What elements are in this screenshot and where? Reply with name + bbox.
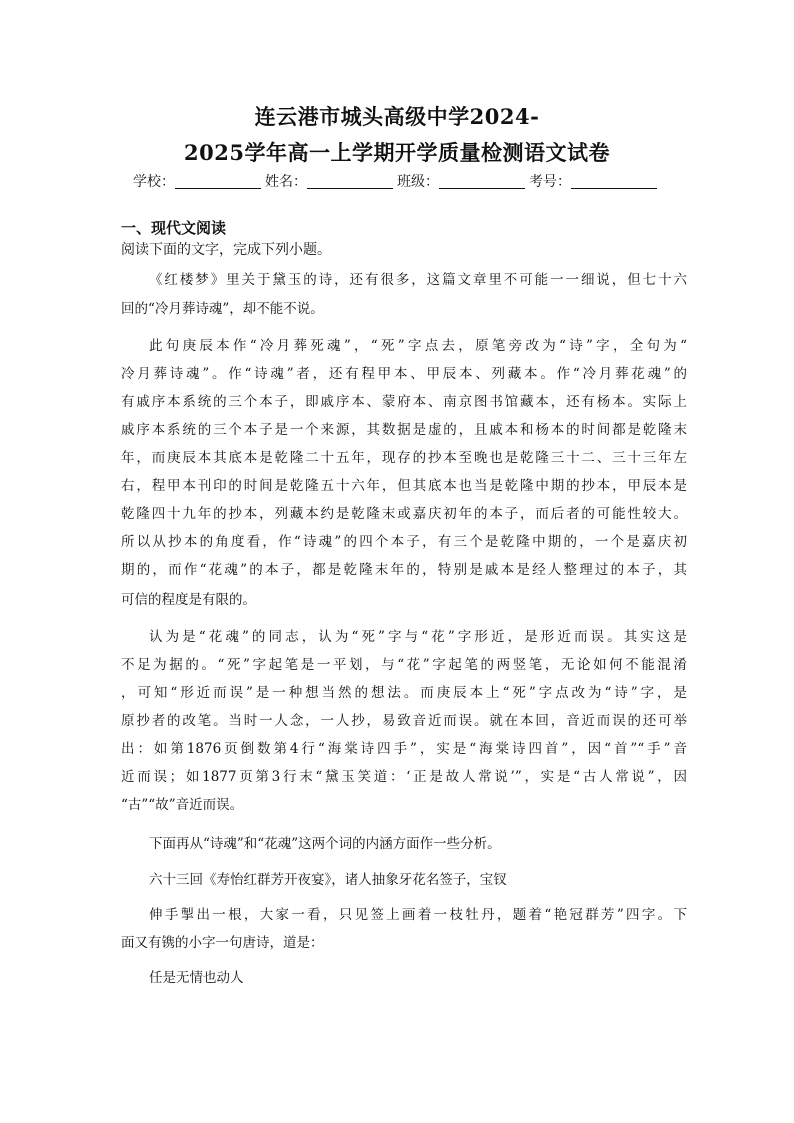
passage-line: 《红楼梦》里关于黛玉的诗，还有很多，这篇文章里不可能一一细说，但七十六 xyxy=(149,272,687,288)
passage-line: 伸手掣出一根，大家一看，只见签上画着一枝牡丹，题着“艳冠群芳”四字。下 xyxy=(149,907,687,923)
passage-line: 回的“冷月葬诗魂”，却不能不说。 xyxy=(121,301,324,317)
passage-line: 所以从抄本的角度看，作“诗魂”的四个本子，有三个是乾隆中期的，一个是嘉庆初 xyxy=(121,534,687,550)
class-blank xyxy=(439,174,525,189)
name-blank xyxy=(307,174,393,189)
exam-title-line-2: 2025学年高一上学期开学质量检测语文试卷 xyxy=(184,140,610,165)
passage-line: 可信的程度是有限的。 xyxy=(121,592,256,608)
passage-line: “古”“故”音近而误。 xyxy=(121,797,244,813)
passage-line: 有戚序本系统的三个本子，即戚序本、蒙府本、南京图书馆藏本，还有杨本。实际上 xyxy=(121,394,687,410)
passage-line: 年，而庚辰本其底本是乾隆二十五年，现存的抄本至晚也是乾隆三十二、三十三年左 xyxy=(121,450,687,466)
section-heading: 一、现代文阅读 xyxy=(121,219,227,237)
passage-line: 近而误；如1877页第3行末“黛玉笑道：‘正是故人常说’”，实是“古人常说”，因 xyxy=(121,769,687,785)
passage-line: 出：如第1876页倒数第4行“海棠诗四手”，实是“海棠诗四首”，因“首”“手”音 xyxy=(121,741,687,757)
exam-number-blank xyxy=(571,174,657,189)
passage-line: 任是无情也动人 xyxy=(149,970,244,986)
section-instruction: 阅读下面的文字，完成下列小题。 xyxy=(121,242,331,258)
name-label: 姓名： xyxy=(265,174,307,190)
school-label: 学校： xyxy=(133,174,175,190)
passage-line: 期的，而作“花魂”的本子，都是乾隆末年的，特别是戚本是经人整理过的本子，其 xyxy=(121,562,687,578)
school-blank xyxy=(175,174,261,189)
passage-line: 六十三回《寿怡红群芳开夜宴》，诸人抽象牙花名签子，宝钗 xyxy=(149,872,507,888)
passage-line: 冷月葬诗魂”。作“诗魂”者，还有程甲本、甲辰本、列藏本。作“冷月葬花魂”的 xyxy=(121,366,687,382)
passage-line: 原抄者的改笔。当时一人念，一人抄，易致音近而误。就在本回，音近而误的还可举 xyxy=(121,713,687,729)
class-label: 班级： xyxy=(397,174,439,190)
passage-line: 右，程甲本刊印的时间是乾隆五十六年，但其底本也当是乾隆中期的抄本，甲辰本是 xyxy=(121,478,687,494)
passage-line: 面又有镌的小字一句唐诗，道是： xyxy=(121,935,324,951)
passage-line: 下面再从“诗魂”和“花魂”这两个词的内涵方面作一些分析。 xyxy=(149,836,501,852)
passage-line: 不足为据的。“死”字起笔是一平划，与“花”字起笔的两竖笔，无论如何不能混淆 xyxy=(121,657,687,673)
passage-line: 乾隆四十九年的抄本，列藏本约是乾隆末或嘉庆初年的本子，而后者的可能性较大。 xyxy=(121,506,687,522)
exam-number-label: 考号： xyxy=(529,174,571,190)
student-info-row xyxy=(0,171,794,191)
passage-line: 戚序本系统的三个本子是一个来源，其数据是虚的，且戚本和杨本的时间都是乾隆末 xyxy=(121,422,687,438)
passage-line: ，可知“形近而误”是一种想当然的想法。而庚辰本上“死”字点改为“诗”字，是 xyxy=(121,685,687,701)
exam-title-line-1: 连云港市城头高级中学2024- xyxy=(254,104,540,129)
passage-line: 认为是“花魂”的同志，认为“死”字与“花”字形近，是形近而误。其实这是 xyxy=(149,629,687,645)
passage-line: 此句庚辰本作“冷月葬死魂”，“死”字点去，原笔旁改为“诗”字，全句为“ xyxy=(149,338,687,354)
